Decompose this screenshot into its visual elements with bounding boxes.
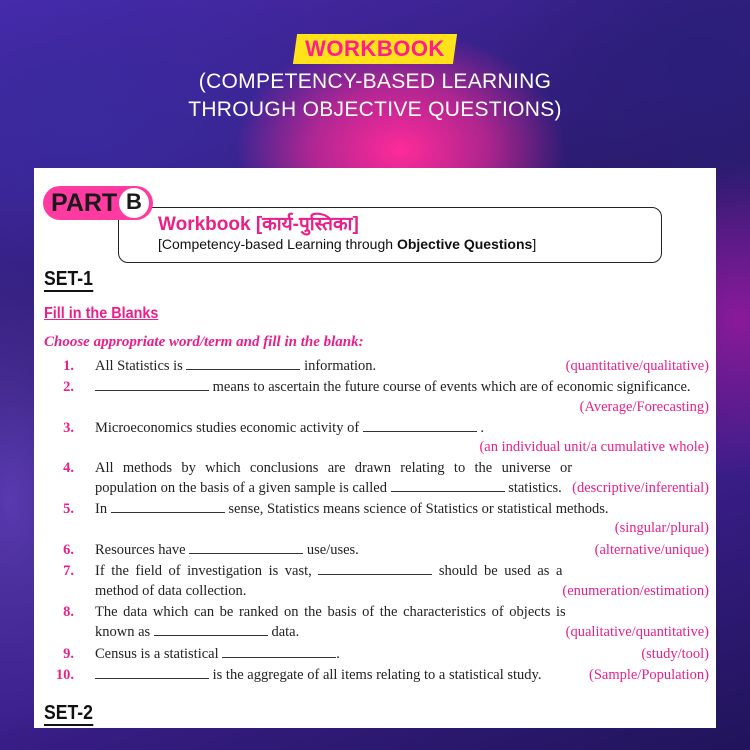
part-letter: B: [126, 189, 142, 214]
blank-line[interactable]: [186, 357, 300, 370]
answer-options: (singular/plural): [614, 520, 709, 536]
blank-line[interactable]: [95, 378, 209, 391]
workbook-heading: Workbook [कार्य-पुस्तिका]: [158, 214, 359, 235]
question-item: 1. (quantitative/qualitative) All Statistics is information.: [63, 358, 709, 374]
set-1-heading: SET-1: [44, 268, 93, 290]
workbook-title: WORKBOOK: [305, 36, 445, 61]
blank-line[interactable]: [222, 645, 336, 658]
question-item: 10. (Sample/Population) is the aggregate of all items relating to a statistical study.: [55, 667, 709, 683]
section-title: Fill in the Blanks: [44, 305, 159, 322]
header-subtitle-line1: (COMPETENCY-BASED LEARNING: [198, 70, 552, 93]
set-2-heading: SET-2: [44, 702, 93, 724]
answer-options: (alternative/unique): [594, 542, 709, 558]
blank-line[interactable]: [318, 562, 432, 575]
blank-line[interactable]: [95, 666, 209, 679]
question-item: 2. means to ascertain the future course of events which are of economic significance.: [63, 379, 691, 395]
answer-options: (Sample/Population): [588, 667, 709, 683]
blank-line[interactable]: [189, 541, 303, 554]
answer-options: (an individual unit/a cumulative whole): [479, 439, 709, 455]
header-subtitle-line2: THROUGH OBJECTIVE QUESTIONS): [188, 98, 562, 121]
answer-options: (descriptive/inferential): [572, 480, 709, 496]
answer-options: (Average/Forecasting): [579, 399, 709, 415]
answer-options: (enumeration/estimation): [562, 583, 709, 599]
blank-line[interactable]: [111, 500, 225, 513]
question-item: 7. (enumeration/estimation) If the field of investigation is vast, should be used as a method of data collection.: [63, 563, 709, 599]
answer-options: (study/tool): [641, 646, 709, 662]
workbook-subheading: [Competency-based Learning through Objective Questions]: [158, 236, 537, 252]
answer-row: [44, 518, 709, 538]
question-item: 5. In sense, Statistics means science of Statistics or statistical methods.: [63, 501, 609, 517]
question-item: 4. (descriptive/inferential) All methods by which conclusions are drawn relating to the universe or population on the basis of a given sample is called statistics.: [63, 460, 709, 496]
question-item: 3. Microeconomics studies economic activity of .: [63, 420, 485, 436]
answer-row: [44, 437, 709, 457]
blank-line[interactable]: [391, 479, 505, 492]
question-item: 6. (alternative/unique) Resources have use/uses.: [63, 542, 709, 558]
blank-line[interactable]: [154, 623, 268, 636]
part-label: PART: [51, 189, 118, 217]
instruction: Choose appropriate word/term and fill in the blank:: [44, 334, 364, 350]
blank-line[interactable]: [363, 419, 477, 432]
question-item: 8. (qualitative/quantitative) The data which can be ranked on the basis of the characteristics of objects is known as data.: [63, 604, 709, 640]
answer-options: (qualitative/quantitative): [565, 624, 709, 640]
workbook-page: [34, 168, 716, 728]
answer-row: [44, 397, 709, 417]
answer-options: (quantitative/qualitative): [565, 358, 709, 374]
question-item: 9. (study/tool) Census is a statistical .: [63, 646, 709, 662]
